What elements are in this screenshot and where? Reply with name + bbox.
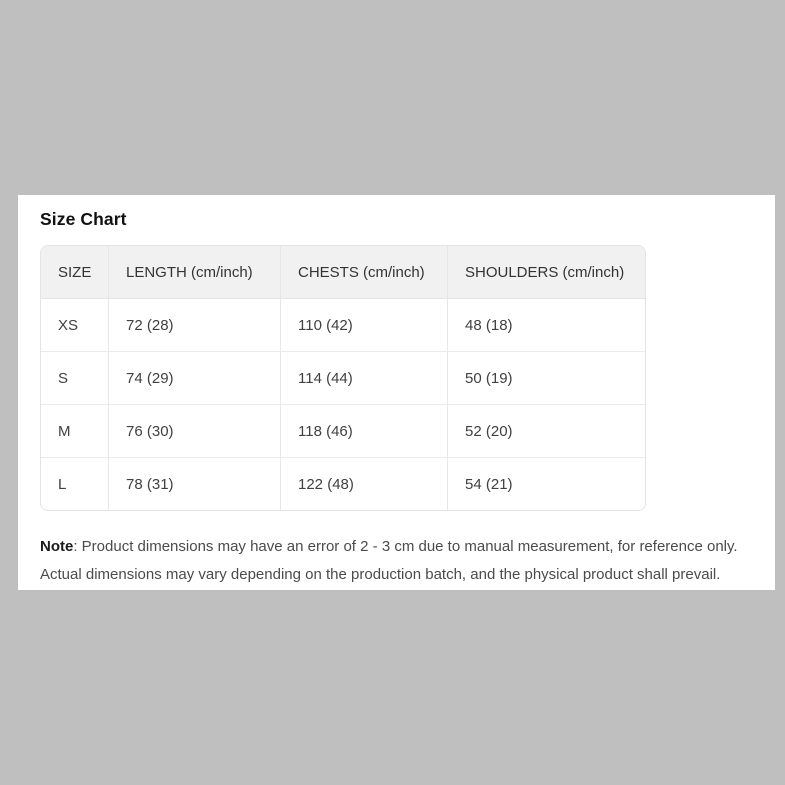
cell-size: L <box>58 475 67 493</box>
note-line-2: Actual dimensions may vary depending on the production batch, and the physical product shall prevail. <box>40 566 721 583</box>
table-row <box>41 352 645 405</box>
column-header-chests: CHESTS (cm/inch) <box>280 246 447 299</box>
cell-chests: 114 (44) <box>280 352 447 405</box>
note-line-1 <box>40 533 775 561</box>
cell-length: 76 (30) <box>108 405 280 458</box>
cell-size: S <box>41 352 108 405</box>
column-header-length: LENGTH (cm/inch) <box>108 246 280 299</box>
cell-chests: 118 (46) <box>280 405 447 458</box>
cell-shoulders: 50 (19) <box>447 352 645 405</box>
cell-chests: 122 (48) <box>280 458 447 510</box>
cell-length: 74 (29) <box>108 352 280 405</box>
note-label: Note <box>40 538 74 555</box>
cell-size: M <box>41 405 108 458</box>
cell-size: XS <box>41 299 108 352</box>
size-table-grid <box>41 246 645 510</box>
table-row <box>41 299 645 352</box>
size-table <box>40 245 646 511</box>
table-row <box>41 458 645 510</box>
size-chart-panel <box>18 195 775 590</box>
size-chart-title: Size Chart <box>40 209 127 229</box>
cell-length: 78 (31) <box>108 458 280 510</box>
cell-length: 72 (28) <box>108 299 280 352</box>
note-line-1-text: : Product dimensions may have an error of 2 - 3 cm due to manual measurement, for reference only. <box>73 538 738 555</box>
note <box>40 533 775 589</box>
cell-shoulders: 52 (20) <box>447 405 645 458</box>
cell-shoulders: 54 (21) <box>447 458 645 510</box>
table-header-row <box>41 246 645 299</box>
cell-shoulders: 48 (18) <box>447 299 645 352</box>
cell-chests: 110 (42) <box>280 299 447 352</box>
column-header-shoulders: SHOULDERS (cm/inch) <box>447 246 645 299</box>
column-header-size: SIZE <box>41 246 108 299</box>
table-row <box>41 405 645 458</box>
